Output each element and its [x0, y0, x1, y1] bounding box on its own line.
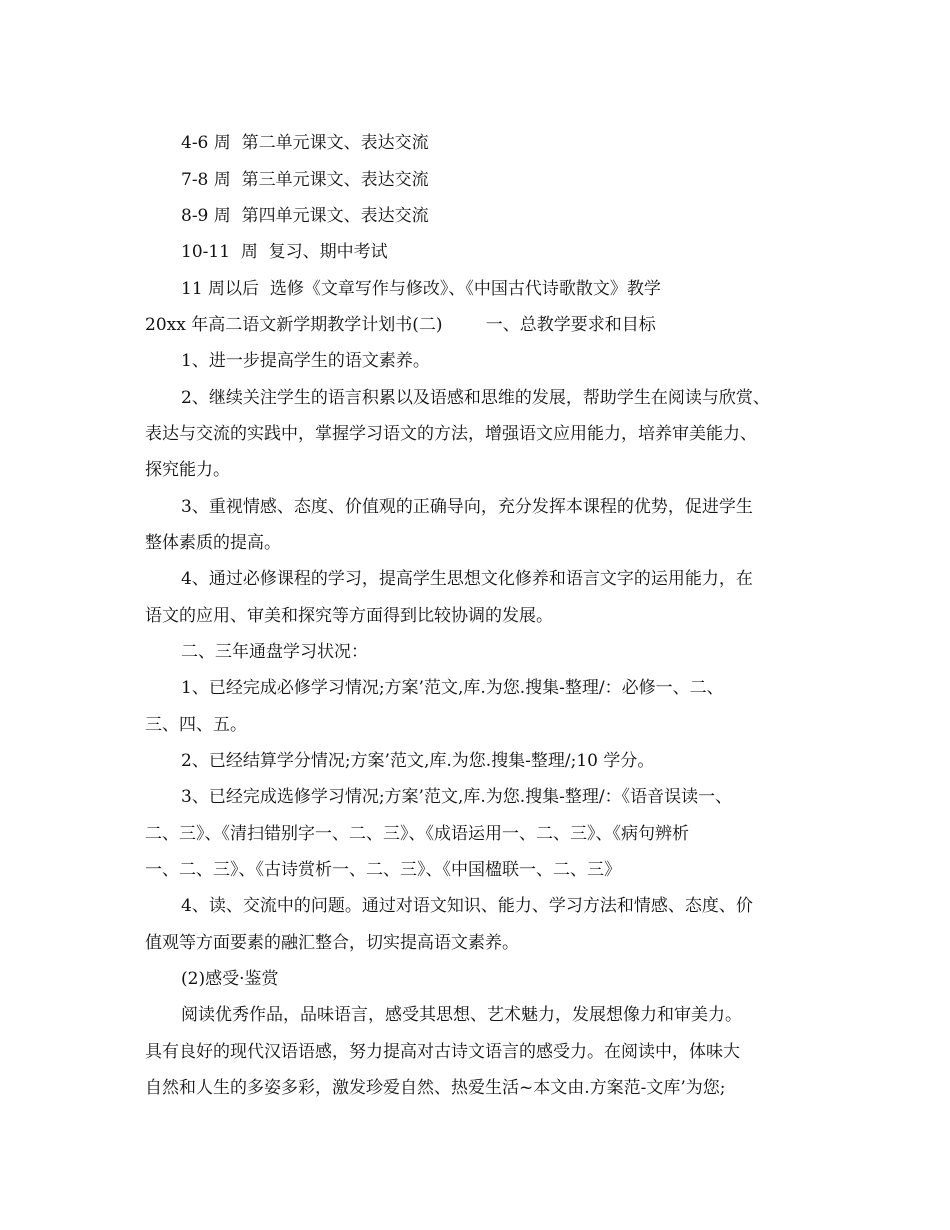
paragraph-line: 3、重视情感、态度、价值观的正确导向，充分发挥本课程的优势，促进学生	[181, 497, 753, 517]
paragraph-line: 阅读优秀作品，品味语言，感受其思想、艺术魅力，发展想像力和审美力。	[181, 1005, 742, 1025]
paragraph-line: 4、通过必修课程的学习，提高学生思想文化修养和语言文字的运用能力，在	[181, 569, 753, 589]
paragraph-line: 2、继续关注学生的语言积累以及语感和思维的发展，帮助学生在阅读与欣赏、	[181, 388, 770, 408]
paragraph-line: 4、读、交流中的问题。通过对语文知识、能力、学习方法和情感、态度、价	[181, 896, 753, 916]
section-heading: (2)感受·鉴赏	[181, 969, 279, 989]
paragraph-line: 三、四、五。	[145, 715, 247, 735]
paragraph-line: 值观等方面要素的融汇整合，切实提高语文素养。	[145, 933, 519, 953]
paragraph-line: 二、三》、《清扫错别字一、二、三》、《成语运用一、二、三》、《病句辨析	[145, 824, 689, 844]
paragraph-line: 探究能力。	[145, 460, 230, 480]
paragraph-line: 1、进一步提高学生的语文素养。	[181, 351, 430, 371]
paragraph-line: 2、已经结算学分情况;方案’范文,库.为您.搜集-整理/;10 学分。	[181, 751, 655, 771]
schedule-line: 7-8 周 第三单元课文、表达交流	[181, 170, 429, 190]
schedule-line: 10-11 周 复习、期中考试	[181, 242, 388, 262]
paragraph-line: 1、已经完成必修学习情况;方案’范文,库.为您.搜集-整理/：必修一、二、	[181, 678, 724, 698]
section-heading: 20xx 年高二语文新学期教学计划书(二) 一、总教学要求和目标	[145, 315, 656, 335]
paragraph-line: 自然和人生的多姿多彩，激发珍爱自然、热爱生活~本文由.方案范-文库’为您;	[145, 1078, 726, 1098]
paragraph-line: 表达与交流的实践中，掌握学习语文的方法，增强语文应用能力，培养审美能力、	[145, 424, 757, 444]
schedule-line: 11 周以后 选修《文章写作与修改》、《中国古代诗歌散文》教学	[181, 279, 661, 299]
schedule-line: 8-9 周 第四单元课文、表达交流	[181, 206, 429, 226]
section-heading: 二、三年通盘学习状况：	[181, 642, 368, 662]
paragraph-line: 语文的应用、审美和探究等方面得到比较协调的发展。	[145, 606, 553, 626]
schedule-line: 4-6 周 第二单元课文、表达交流	[181, 133, 429, 153]
paragraph-line: 具有良好的现代汉语语感，努力提高对古诗文语言的感受力。在阅读中，体味大	[145, 1042, 740, 1062]
paragraph-line: 一、二、三》、《古诗赏析一、二、三》、《中国楹联一、二、三》	[145, 860, 621, 880]
paragraph-line: 整体素质的提高。	[145, 533, 281, 553]
paragraph-line: 3、已经完成选修学习情况;方案’范文,库.为您.搜集-整理/：《语音误读一、	[181, 787, 733, 807]
